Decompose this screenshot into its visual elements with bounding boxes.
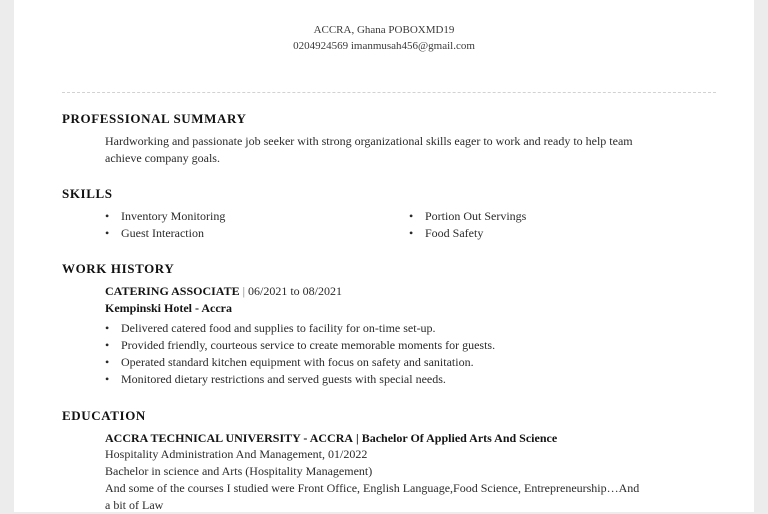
education-school-line bbox=[105, 430, 557, 447]
job-title-line bbox=[105, 283, 342, 300]
education-separator: | bbox=[356, 431, 359, 445]
education-degree: Bachelor Of Applied Arts And Science bbox=[361, 431, 558, 445]
contact-email: imanmusah456@gmail.com bbox=[350, 40, 475, 52]
education-courses-line-1: And some of the courses I studied were Front Office, English Language,Food Science, Entrepreneurship…And bbox=[105, 481, 640, 495]
education-courses-line-2: a bit of Law bbox=[105, 498, 164, 512]
job-separator: | bbox=[242, 284, 245, 298]
contact-phone: 0204924569 bbox=[293, 40, 349, 52]
job-bullet: • Delivered catered food and supplies to facility for on-time set-up. bbox=[105, 320, 436, 337]
skill-item: • Inventory Monitoring bbox=[105, 208, 225, 225]
job-bullet: • Monitored dietary restrictions and served guests with special needs. bbox=[105, 371, 446, 388]
contact-phone-email bbox=[14, 40, 754, 52]
header-divider bbox=[62, 92, 716, 93]
summary-heading: PROFESSIONAL SUMMARY bbox=[62, 111, 247, 126]
summary-line-1: Hardworking and passionate job seeker with strong organizational skills eager to work and ready to help team bbox=[105, 134, 633, 148]
job-title: CATERING ASSOCIATE bbox=[105, 284, 240, 298]
skill-item: • Portion Out Servings bbox=[409, 208, 526, 225]
job-employer: Kempinski Hotel - Accra bbox=[105, 301, 232, 315]
work-heading: WORK HISTORY bbox=[62, 261, 175, 276]
resume-page bbox=[14, 0, 754, 512]
education-field: Hospitality Administration And Management, 01/2022 bbox=[105, 447, 368, 461]
job-bullet: • Operated standard kitchen equipment with focus on safety and sanitation. bbox=[105, 354, 474, 371]
skill-item: • Food Safety bbox=[409, 225, 483, 242]
education-school: ACCRA TECHNICAL UNIVERSITY - ACCRA bbox=[105, 431, 354, 445]
job-bullet: • Provided friendly, courteous service to create memorable moments for guests. bbox=[105, 337, 495, 354]
summary-line-2: achieve company goals. bbox=[105, 151, 220, 165]
skills-heading: SKILLS bbox=[62, 186, 113, 201]
skill-item: • Guest Interaction bbox=[105, 225, 204, 242]
education-detail: Bachelor in science and Arts (Hospitality Management) bbox=[105, 464, 373, 478]
education-heading: EDUCATION bbox=[62, 408, 146, 423]
contact-address: ACCRA, Ghana POBOXMD19 bbox=[313, 24, 455, 36]
job-dates: 06/2021 to 08/2021 bbox=[248, 284, 343, 298]
